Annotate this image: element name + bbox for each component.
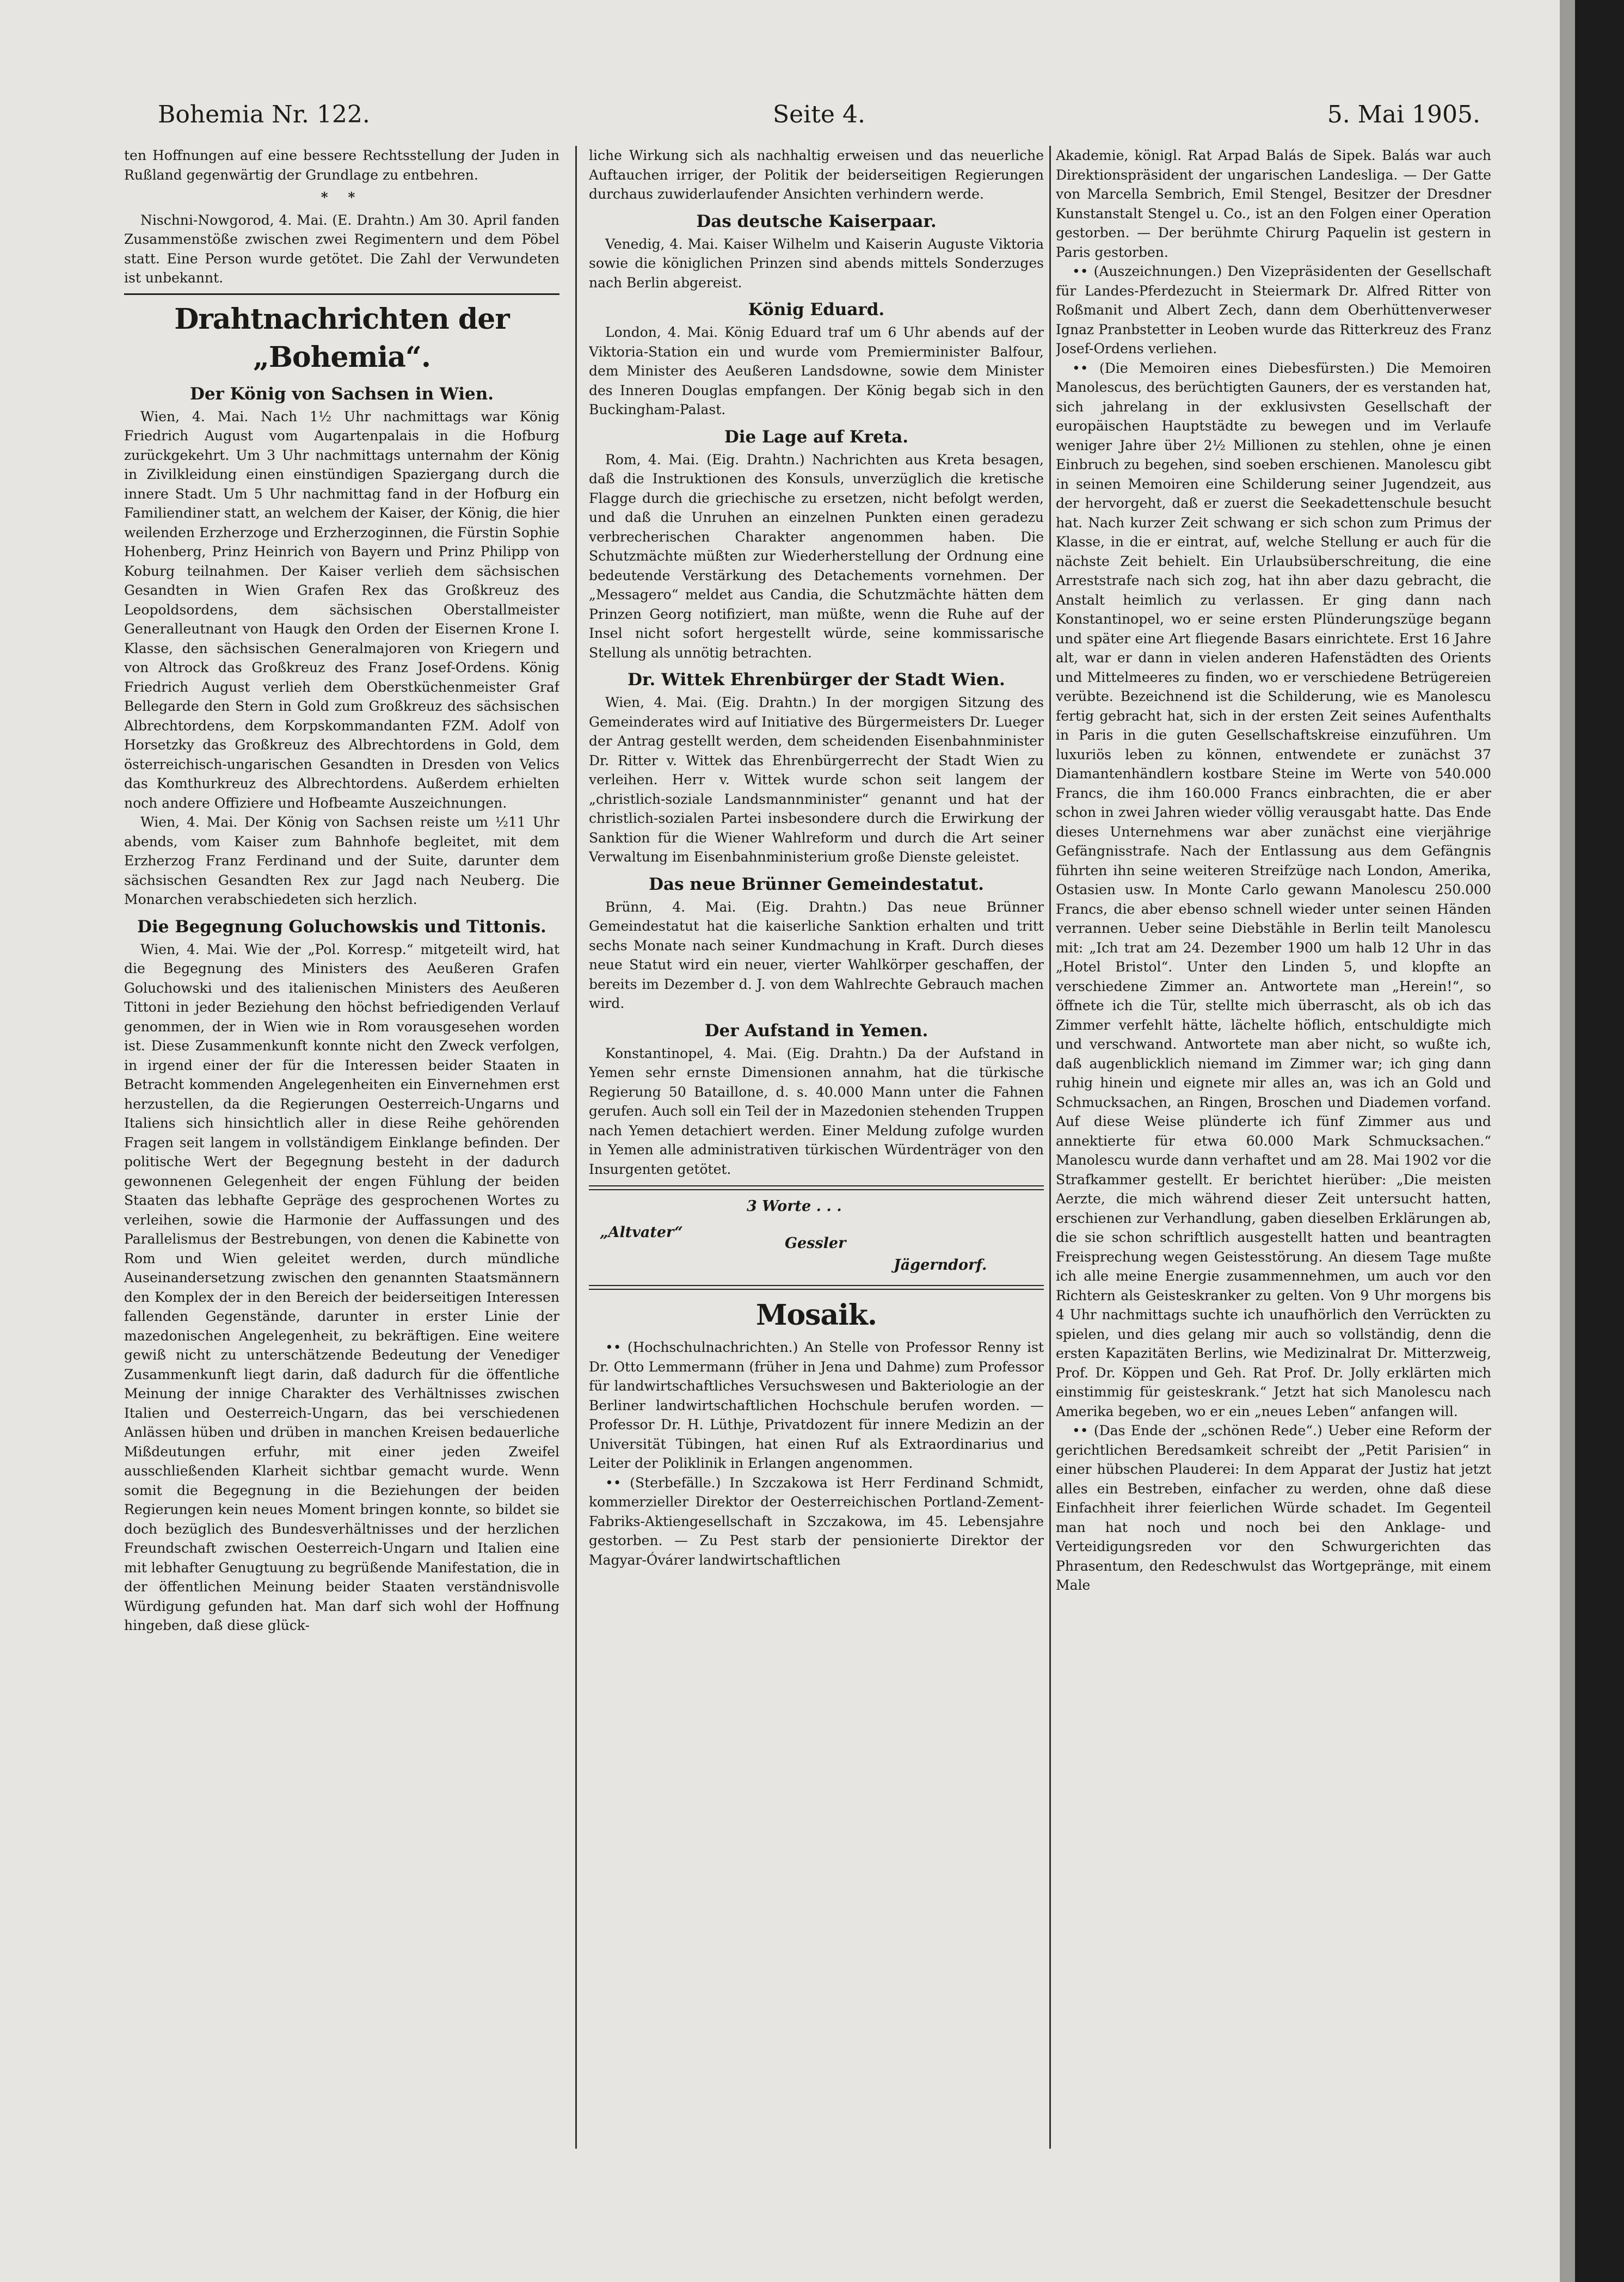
article-headline: Dr. Wittek Ehrenbürger der Stadt Wien. (628, 670, 1005, 690)
column-2 (589, 146, 1044, 2154)
advertisement (589, 1197, 1044, 1278)
article-headline: Das deutsche Kaiserpaar. (696, 211, 937, 231)
article-headline: Das neue Brünner Gemeindestatut. (649, 874, 984, 894)
article-headline: Der Aufstand in Yemen. (704, 1020, 928, 1041)
article-text: London, 4. Mai. König Eduard traf um 6 Uhr abends auf der Viktoria-Station ein und wurde vom Premierminister Balfour, dem Minister des Aeußeren Landsdowne, sowie dem Minister des Inneren Douglas empfangen. Der König begab sich in den Buckingham-Palast. (589, 324, 1044, 417)
section-title: Mosaik. (755, 1299, 877, 1332)
column-1 (124, 146, 559, 2154)
divider (589, 1185, 1044, 1190)
ad-line: Gessler (785, 1235, 846, 1252)
article-text: Wien, 4. Mai. (Eig. Drahtn.) In der morgigen Sitzung des Gemeinderates wird auf Initiative des Bürgermeisters Dr. Lueger der Antrag gestellt werden, dem scheidenden Eisenbahnminister Dr. Ritter v. Wittek das Ehrenbürgerrecht der Stadt Wien zu verleihen. Herr v. Wittek wurde schon seit langem der „christlich-soziale Landsmannminister“ genannt und hat der christlich-sozialen Partei insbesondere durch die Erwirkung der Sanktion für die Wiener Wahlreform und durch die Art seiner Verwaltung im Eisenbahnministerium große Dienste geleistet. (589, 694, 1044, 865)
article-text: Wien, 4. Mai. Nach 1½ Uhr nachmittags war König Friedrich August vom Augartenpalais in die Hofburg zurückgekehrt. Um 3 Uhr nachmittags unternahm der König in Zivilkleidung einen einstündigen Spaziergang durch die innere Stadt. Um 5 Uhr nachmittag fand in der Hofburg ein Familiendiner statt, an welchem der Kaiser, der König, die hier weilenden Erzherzoge und Erzherzoginnen, die Fürstin Sophie Hohenberg, Prinz Heinrich von Bayern und Prinz Philipp von Koburg teilnahmen. Der Kaiser verlieh dem sächsischen Gesandten in Wien Grafen Rex das Großkreuz des Leopoldsordens, dem sächsischen Oberstallmeister Generalleutnant von Haugk den Orden der Eisernen Krone I. Klasse, den sächsischen Generalmajoren von Kriegern und von Altrock das Großkreuz des Franz Josef-Ordens. König Friedrich August verlieh dem Oberstküchenmeister Graf Bellegarde den Stern in Gold zum Großkreuz des sächsischen Albrechtordens, dem Korpskommandanten FZM. Adolf von Horsetzky das Großkreuz des Albrechtordens in Gold, dem österreichisch-ungarischen Gesandten in Dresden von Velics das Komthurkreuz des Albrechtordens. Außerdem erhielten noch andere Offiziere und Hofbeamte Auszeichnungen. (124, 408, 559, 811)
article-text: Brünn, 4. Mai. (Eig. Drahtn.) Das neue Brünner Gemeindestatut hat die kaiserliche Sanktion erhalten und tritt sechs Monate nach seiner Kundmachung in Kraft. Durch dieses neue Statut wird ein neuer, vierter Wahlkörper geschaffen, der bereits im Dezember d. J. von dem Wahlrechte Gebrauch machen wird. (589, 899, 1044, 1011)
article-text: Konstantinopel, 4. Mai. (Eig. Drahtn.) Da der Aufstand in Yemen sehr ernste Dimensionen annahm, hat die türkische Regierung 50 Bataillone, d. s. 40.000 Mann unter die Fahnen gerufen. Auch soll ein Teil der in Mazedonien stehenden Truppen nach Yemen detachiert werden. Einer Meldung zufolge wurden in Yemen alle administrativen türkischen Würdenträger von den Insurgenten getötet. (589, 1045, 1044, 1177)
divider (124, 293, 559, 295)
article-text: •• (Das Ende der „schönen Rede“.) Ueber eine Reform der gerichtlichen Beredsamkeit schreibt der „Petit Parisien“ in einer hübschen Plauderei: In dem Apparat der Justiz hat jetzt alles ein Bestreben, einfacher zu werden, ohne daß diese Einfachheit ihrer feierlichen Würde schadet. Im Gegenteil man hat noch und noch bei den Anklage- und Verteidigungsreden vor den Schwurgerichten das Phrasentum, den Redeschwulst das Wortgepränge, mit einem Male (1056, 1423, 1491, 1593)
article-headline: König Eduard. (748, 300, 885, 319)
scan-edge (1575, 0, 1624, 2282)
article-text: Wien, 4. Mai. Der König von Sachsen reiste um ½11 Uhr abends, vom Kaiser zum Bahnhofe begleitet, mit dem Erzherzog Franz Ferdinand und der Suite, darunter dem sächsischen Gesandten Rex zur Jagd nach Neuberg. Die Monarchen verabschiedeten sich herzlich. (124, 814, 559, 907)
page-header (158, 101, 1480, 139)
ad-line: Jägerndorf. (894, 1257, 987, 1274)
ad-line: 3 Worte . . . (747, 1198, 842, 1215)
article-text: Venedig, 4. Mai. Kaiser Wilhelm und Kaiserin Auguste Viktoria sowie die königlichen Prinzen sind abends mittels Sonderzuges nach Berlin abgereist. (589, 236, 1044, 291)
article-headline: Die Lage auf Kreta. (724, 427, 909, 447)
article-text: Wien, 4. Mai. Wie der „Pol. Korresp.“ mitgeteilt wird, hat die Begegnung des Ministers des Aeußeren Grafen Goluchowski und des italienischen Ministers des Aeußeren Tittoni in jeder Beziehung den höchst befriedigenden Verlauf genommen, der in Wien wie in Rom vorausgesehen worden ist. Diese Zusammenkunft konnte nicht den Zweck verfolgen, in irgend einer der für die Interessen beider Staaten in Betracht kommenden Angelegenheiten ein Einvernehmen erst herzustellen, da die Regierungen Oesterreich-Ungarns und Italiens sich hinsichtlich aller in diese Reihe gehörenden Fragen seit langem in vollständigem Einklange befinden. Der politische Wert der Begegnung besteht in der dadurch gewonnenen Gelegenheit der engen Fühlung der beiden Staaten das lebhafte Gepräge des gesprochenen Wortes zu verleihen, sowie die Harmonie der Auffassungen und des Parallelismus der Bestrebungen, von denen die Kabinette von Rom und Wien geleitet werden, durch mündliche Auseinandersetzung zwischen den genannten Staatsmännern den Komplex der in den Bereich der beiderseitigen Interessen fallenden Gegenstände, darunter in erster Linie der mazedonischen Angelegenheit, zu bekräftigen. Eine weitere gewiß nicht zu unterschätzende Bedeutung der Venediger Zusammenkunft liegt darin, daß dadurch für die öffentliche Meinung der innige Charakter des Verhältnisses zwischen Italien und Oesterreich-Ungarn, das bei verschiedenen Anlässen hüben und drüben in manchen Kreisen bedauerliche Mißdeutungen erfuhr, mit einer jeden Zweifel ausschließenden Klarheit sichtbar gemacht wurde. Wenn somit die Begegnung in die Beziehungen der beiden Regierungen kein neues Moment bringen konnte, so bildet sie doch bezüglich des Bundesverhältnisses und der herzlichen Freundschaft zwischen Oesterreich-Ungarn und Italien eine mit lebhafter Genugtuung zu begrüßende Manifestation, die in der öffentlichen Meinung beider Staaten verständnisvolle Würdigung gefunden hat. Man darf sich wohl der Hoffnung hingeben, daß diese glück- (124, 941, 559, 1633)
separator-stars: * * (321, 189, 363, 205)
article-text: •• (Auszeichnungen.) Den Vizepräsidenten der Gesellschaft für Landes-Pferdezucht in Steiermark Dr. Alfred Ritter von Roßmanit und Albert Zech, dann dem Oberhüttenverweser Ignaz Pranbstetter in Leoben wurde das Ritterkreuz des Franz Josef-Ordens verliehen. (1056, 263, 1491, 356)
column-3 (1056, 146, 1491, 2154)
article-text: liche Wirkung sich als nachhaltig erweisen und das neuerliche Auftauchen irriger, der Politik der beiderseitigen Regierungen durchaus zuwiderlaufender Ansichten verhindern werde. (589, 147, 1044, 202)
article-text: •• (Sterbefälle.) In Szczakowa ist Herr Ferdinand Schmidt, kommerzieller Direktor der Oesterreichischen Portland-Zement-Fabriks-Aktiengesellschaft in Szczakowa, im 45. Lebensjahre gestorben. — Zu Pest starb der pensionierte Direktor der Magyar-Óvárer landwirtschaftlichen (589, 1474, 1044, 1568)
article-text: ten Hoffnungen auf eine bessere Rechtsstellung der Juden in Rußland gegenwärtig der Grundlage zu entbehren. (124, 147, 559, 183)
article-text: •• (Die Memoiren eines Diebesfürsten.) Die Memoiren Manolescus, des berüchtigten Gauners, der es verstanden hat, sich jahrelang in der exklusivsten Gesellschaft der europäischen Hauptstädte zu bewegen und im Verlaufe weniger Jahre über 2½ Millionen zu stehlen, ohne je einen Einbruch zu begehen, sind soeben erschienen. Manolescu gibt in seinen Memoiren eine Schilderung seiner Jugendzeit, aus der hervorgeht, daß er zuerst die Seekadettenschule besucht hat. Nach kurzer Zeit schwang er sich schon zum Primus der Klasse, in die er eintrat, auf, welche Stellung er auch für die nächste Zeit behielt. Ein Urlaubsüberschreitung, die eine Arreststrafe nach sich zog, hat ihn aber dazu gebracht, die Anstalt heimlich zu verlassen. Er ging dann nach Konstantinopel, wo er seine ersten Plünderungszüge begann und später eine Art fliegende Basars einrichtete. Erst 16 Jahre alt, war er dann in vielen anderen Hafenstädten des Orients und Mittelmeeres zu finden, wo er verschiedene Betrügereien verübte. Bezeichnend ist die Schilderung, wie es Manolescu fertig gebracht hat, sich in der ersten Zeit seines Aufenthalts in Paris in die guten Gesellschaftskreise einzuführen. Um luxuriös leben zu können, entwendete er zunächst 37 Diamantenhändlern kostbare Steine im Werte von 540.000 Francs, die ihm 160.000 Francs einbrachten, die er aber schon in zwei Jahren wieder völlig verausgabt hatte. Das Ende dieses Unternehmens war aber zunächst eine vierjährige Gefängnisstrafe. Nach der Entlassung aus dem Gefängnis führten ihn seine weiteren Streifzüge nach London, Amerika, Ostasien usw. In Monte Carlo gewann Manolescu 250.000 Francs, die aber ebenso schnell wieder unter seinen Händen verrannen. Ueber seine Diebstähle in Berlin teilt Manolescu mit: „Ich trat am 24. Dezember 1900 um halb 12 Uhr in das „Hotel Bristol“. Unter den Linden 5, und klopfte an verschiedene Zimmer an. Antwortete man „Herein!“, so öffnete ich die Tür, stellte mich überrascht, als ob ich das Zimmer verfehlt hätte, lächelte höflich, entschuldigte mich und verschwand. Antwortete man aber nicht, so wußte ich, daß augenblicklich niemand im Zimmer war; ich ging dann ruhig hinein und eignete mir alles an, was ich an Gold und Schmucksachen, an Ringen, Broschen und Diademen vorfand. Auf diese Weise plünderte ich fünf Zimmer aus und annektierte für etwa 60.000 Mark Schmucksachen.“ Manolescu wurde dann verhaftet und am 28. Mai 1902 vor die Strafkammer gestellt. Er berichtet hierüber: „Die meisten Aerzte, die mich während dieser Zeit untersucht hatten, erschienen zur Verhandlung, gaben dieselben Erklärungen ab, die sie schon schriftlich ausgestellt hatten und beantragten Freisprechung wegen Geistesstörung. An diesem Tage mußte ich alle meine Energie zusammennehmen, um auch vor den Richtern als Geisteskranker zu gelten. Von 9 Uhr morgens bis 4 Uhr nachmittags suchte ich unaufhörlich den Verrückten zu spielen, und dies gelang mir auch so vollständig, denn die ersten Kapazitäten Berlins, wie Medizinalrat Dr. Mitterzweig, Prof. Dr. Köppen und Geh. Rat Prof. Dr. Jolly erklärten mich einstimmig für geisteskrank.“ Jetzt hat sich Manolescu nach Amerika begeben, wo er ein „neues Leben“ anfangen will. (1056, 360, 1491, 1419)
article-headline: Der König von Sachsen in Wien. (189, 384, 494, 404)
article-headline: Die Begegnung Goluchowskis und Tittonis. (137, 917, 546, 937)
ad-line: „Altvater“ (600, 1224, 683, 1241)
article-text: Nischni-Nowgorod, 4. Mai. (E. Drahtn.) Am 30. April fanden Zusammenstöße zwischen zwei Regimentern und dem Pöbel statt. Eine Person wurde getötet. Die Zahl der Verwundeten ist unbekannt. (124, 212, 559, 286)
column-rule-1 (575, 146, 577, 2149)
scan-edge-shadow (1560, 0, 1575, 2282)
column-rule-2 (1049, 146, 1051, 2149)
header-issue: Bohemia Nr. 122. (158, 101, 370, 128)
divider (589, 1285, 1044, 1290)
header-date: 5. Mai 1905. (1327, 101, 1480, 128)
article-text: Akademie, königl. Rat Arpad Balás de Sipek. Balás war auch Direktionspräsident der ungarischen Landesliga. — Der Gatte von Marcella Sembrich, Emil Stengel, Besitzer der Dresdner Kunstanstalt Stengel u. Co., ist an den Folgen einer Operation gestorben. — Der berühmte Chirurg Paquelin ist gestern in Paris gestorben. (1056, 147, 1491, 260)
section-title: Drahtnachrichten der „Bohemia“. (174, 302, 509, 374)
header-page-number: Seite 4. (773, 101, 865, 128)
article-text: •• (Hochschulnachrichten.) An Stelle von Professor Renny ist Dr. Otto Lemmermann (früher in Jena und Dahme) zum Professor für landwirtschaftliches Versuchswesen und Bakteriologie an der Berliner landwirtschaftlichen Hochschule berufen worden. — Professor Dr. H. Lüthje, Privatdozent für innere Medizin an der Universität Tübingen, hat einen Ruf als Extraordinarius und Leiter der Poliklinik in Erlangen angenommen. (589, 1339, 1044, 1471)
article-text: Rom, 4. Mai. (Eig. Drahtn.) Nachrichten aus Kreta besagen, daß die Instruktionen des Konsuls, unverzüglich die kretische Flagge durch die griechische zu ersetzen, nicht befolgt werden, und daß die Unruhen an einzelnen Punkten einen geradezu verbrecherischen Charakter angenommen haben. Die Schutzmächte müßten zur Wiederherstellung der Ordnung eine bedeutende Verstärkung des Detachements vornehmen. Der „Messagero“ meldet aus Candia, die Schutzmächte hätten dem Prinzen Georg notifiziert, man müßte, wenn die Ruhe auf der Insel nicht sofort hergestellt würde, seine kommissarische Stellung als unnötig betrachten. (589, 451, 1044, 661)
